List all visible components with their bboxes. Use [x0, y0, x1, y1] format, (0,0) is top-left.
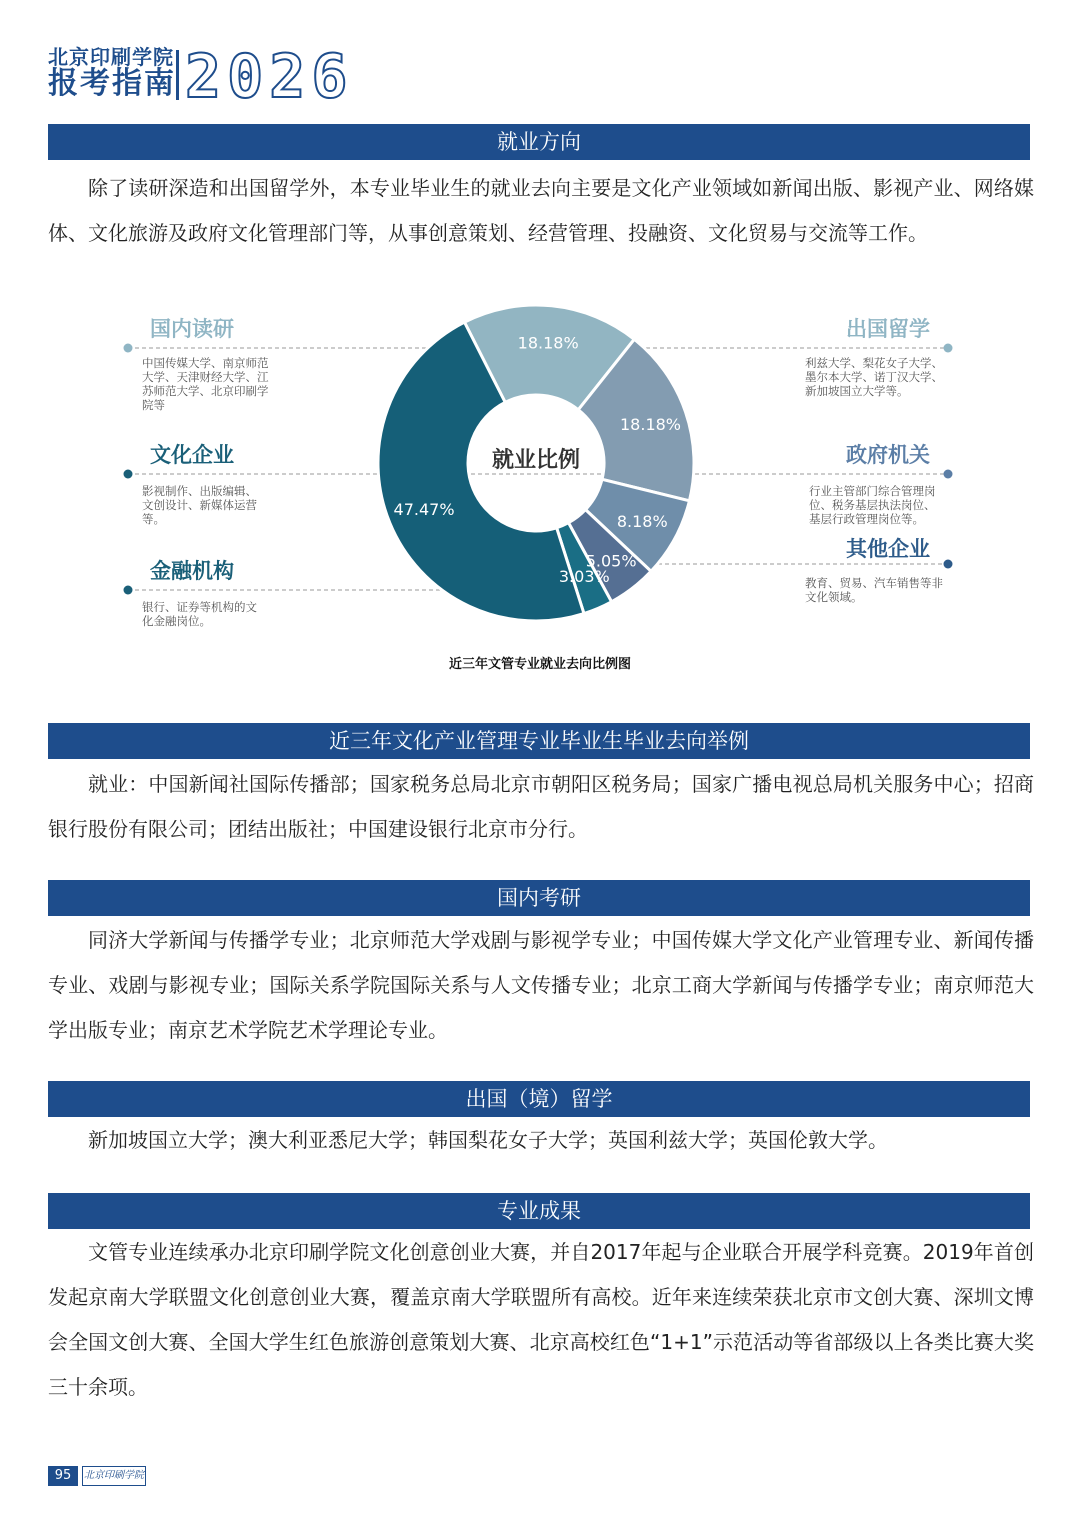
- category-desc-abroad: [805, 356, 943, 398]
- section-bar-achievements: 专业成果: [48, 1193, 1030, 1229]
- category-desc-line: 苏师范大学、北京印刷学: [142, 384, 269, 398]
- category-title-culture: 文化企业: [150, 443, 234, 467]
- category-title-domestic: 国内读研: [150, 317, 234, 341]
- section-bar-domestic: 国内考研: [48, 880, 1030, 916]
- category-title-other: 其他企业: [846, 537, 930, 561]
- section-bar-examples: 近三年文化产业管理专业毕业生毕业去向举例: [48, 723, 1030, 759]
- domestic-paragraph: 同济大学新闻与传播学专业；北京师范大学戏剧与影视学专业；中国传媒大学文化产业管理专业、新闻传播专业、戏剧与影视专业；国际关系学院国际关系与人文传播专业；北京工商大学新闻与传播学专业；南京师范大学出版专业；南京艺术学院艺术学理论专业。: [48, 928, 1034, 1042]
- slice-label: 18.18%: [620, 414, 682, 434]
- category-title-abroad: 出国留学: [846, 317, 930, 341]
- category-desc-other: [805, 576, 943, 604]
- connector-dot: [124, 586, 133, 595]
- school-name: 北京印刷学院: [48, 45, 174, 69]
- examples-paragraph: 就业：中国新闻社国际传播部；国家税务总局北京市朝阳区税务局；国家广播电视总局机关服务中心；招商银行股份有限公司；团结出版社；中国建设银行北京市分行。: [48, 772, 1034, 841]
- slice-label: 47.47%: [393, 499, 455, 519]
- slice-label: 18.18%: [517, 333, 579, 353]
- category-title-finance: 金融机构: [150, 559, 234, 583]
- category-desc-line: 文化领域。: [805, 590, 863, 604]
- header-divider: [176, 50, 179, 100]
- connector-dot: [124, 470, 133, 479]
- category-desc-line: 行业主管部门综合管理岗: [809, 484, 936, 498]
- chart-caption: 近三年文管专业就业去向比例图: [448, 657, 631, 672]
- section-bar-abroad: 出国（境）留学: [48, 1081, 1030, 1117]
- category-desc-line: 利兹大学、梨花女子大学、: [805, 356, 943, 370]
- category-desc-finance: [142, 600, 257, 628]
- category-desc-line: 新加坡国立大学等。: [805, 384, 909, 398]
- slice-label: 5.05%: [585, 551, 637, 571]
- section-bar-employment: 就业方向: [48, 124, 1030, 160]
- guide-title: 报考指南: [48, 66, 176, 101]
- footer-school-name: 北京印刷学院: [82, 1466, 146, 1486]
- category-desc-domestic: [142, 356, 269, 412]
- category-desc-line: 院等: [142, 398, 165, 412]
- page-number: 95: [48, 1466, 78, 1486]
- category-desc-line: 中国传媒大学、南京师范: [142, 356, 269, 370]
- slice-label: 8.18%: [616, 511, 668, 531]
- slice-label: 3.03%: [558, 567, 610, 587]
- category-desc-culture: [142, 484, 257, 526]
- employment-paragraph: 除了读研深造和出国留学外，本专业毕业生的就业去向主要是文化产业领域如新闻出版、影视产业、网络媒体、文化旅游及政府文化管理部门等，从事创意策划、经营管理、投融资、文化贸易与交流等工作。: [48, 176, 1034, 245]
- category-desc-line: 教育、贸易、汽车销售等非: [805, 576, 943, 590]
- category-desc-line: 基层行政管理岗位等。: [809, 512, 924, 526]
- year-logo: [185, 47, 385, 105]
- category-desc-line: 等。: [142, 512, 165, 526]
- category-desc-line: 墨尔本大学、诺丁汉大学、: [805, 370, 943, 384]
- category-desc-line: 位、税务基层执法岗位、: [809, 498, 936, 512]
- connector-dot: [944, 344, 953, 353]
- connector-dot: [944, 470, 953, 479]
- category-title-government: 政府机关: [846, 443, 930, 467]
- category-desc-line: 化金融岗位。: [142, 614, 211, 628]
- category-desc-line: 影视制作、出版编辑、: [142, 484, 257, 498]
- year-text: 2026: [185, 47, 354, 105]
- header: [48, 46, 176, 100]
- abroad-paragraph: 新加坡国立大学；澳大利亚悉尼大学；韩国梨花女子大学；英国利兹大学；英国伦敦大学。: [88, 1128, 888, 1152]
- category-desc-government: [809, 484, 936, 526]
- achievements-paragraph: 文管专业连续承办北京印刷学院文化创意创业大赛，并自2017年起与企业联合开展学科竞赛。2019年首创发起京南大学联盟文化创意创业大赛，覆盖京南大学联盟所有高校。近年来连续荣获北京市文创大赛、深圳文博会全国文创大赛、全国大学生红色旅游创意策划大赛、北京高校红色“1+1”示范活动等省部级以上各类比赛大奖三十余项。: [48, 1240, 1034, 1399]
- connector-dot: [944, 560, 953, 569]
- center-label: 就业比例: [491, 448, 581, 473]
- category-desc-line: 文创设计、新媒体运营: [142, 498, 257, 512]
- category-desc-line: 大学、天津财经大学、江: [142, 370, 269, 384]
- connector-dot: [124, 344, 133, 353]
- category-desc-line: 银行、证券等机构的文: [142, 600, 257, 614]
